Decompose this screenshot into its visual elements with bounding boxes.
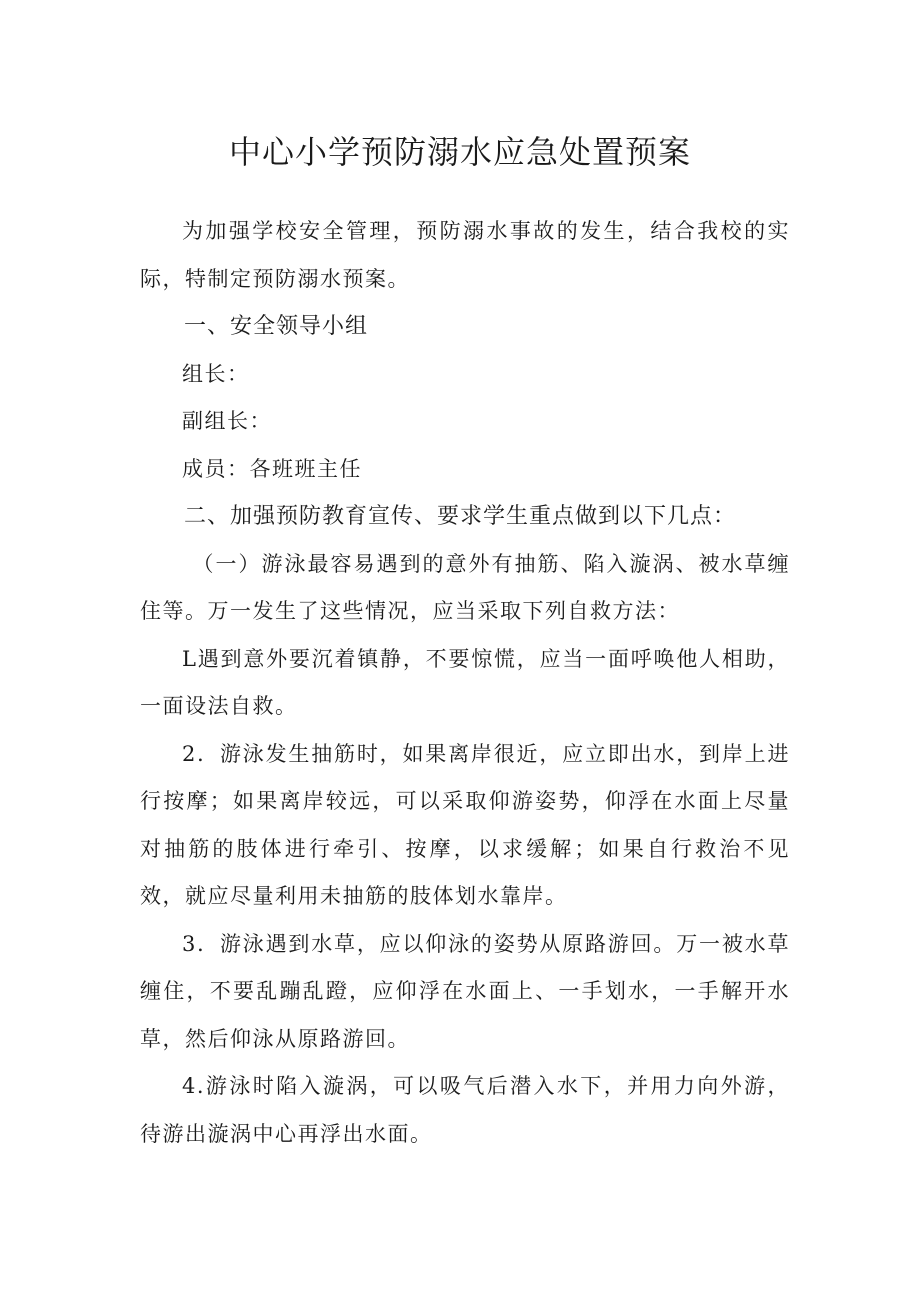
members-line: 成员：各班班主任 xyxy=(182,456,362,481)
list-item-4: 4.游泳时陷入漩涡，可以吸气后潜入水下，并用力向外游，待游出漩涡中心再浮出水面。 xyxy=(140,1074,790,1146)
list-item-2: 2．游泳发生抽筋时，如果离岸很近，应立即出水，到岸上进行按摩；如果离岸较远，可以采取仰游姿势，仰浮在水面上尽量对抽筋的肢体进行牵引、按摩，以求缓解；如果自行救治不见效，就应尽量利用未抽筋的肢体划水靠岸。 xyxy=(140,741,790,908)
section-heading-leadership: 一、安全领导小组 xyxy=(184,314,369,339)
list-item-1: L遇到意外要沉着镇静，不要惊慌，应当一面呼唤他人相助，一面设法自救。 xyxy=(140,646,790,718)
subsection-one-paragraph: （一）游泳最容易遇到的意外有抽筋、陷入漩涡、被水草缠住等。万一发生了这些情况，应当采取下列自救方法： xyxy=(140,551,790,623)
list-item-3: 3．游泳遇到水草，应以仰泳的姿势从原路游回。万一被水草缠住，不要乱蹦乱蹬，应仰浮在水面上、一手划水，一手解开水草，然后仰泳从原路游回。 xyxy=(140,931,790,1051)
intro-paragraph: 为加强学校安全管理，预防溺水事故的发生，结合我校的实际，特制定预防溺水预案。 xyxy=(140,219,790,291)
leader-line: 组长： xyxy=(182,361,250,386)
deputy-leader-line: 副组长： xyxy=(182,409,272,433)
document-title: 中心小学预防溺水应急处置预案 xyxy=(228,133,691,171)
document-body xyxy=(140,208,790,1158)
section-heading-education: 二、加强预防教育宣传、要求学生重点做到以下几点： xyxy=(184,504,737,529)
